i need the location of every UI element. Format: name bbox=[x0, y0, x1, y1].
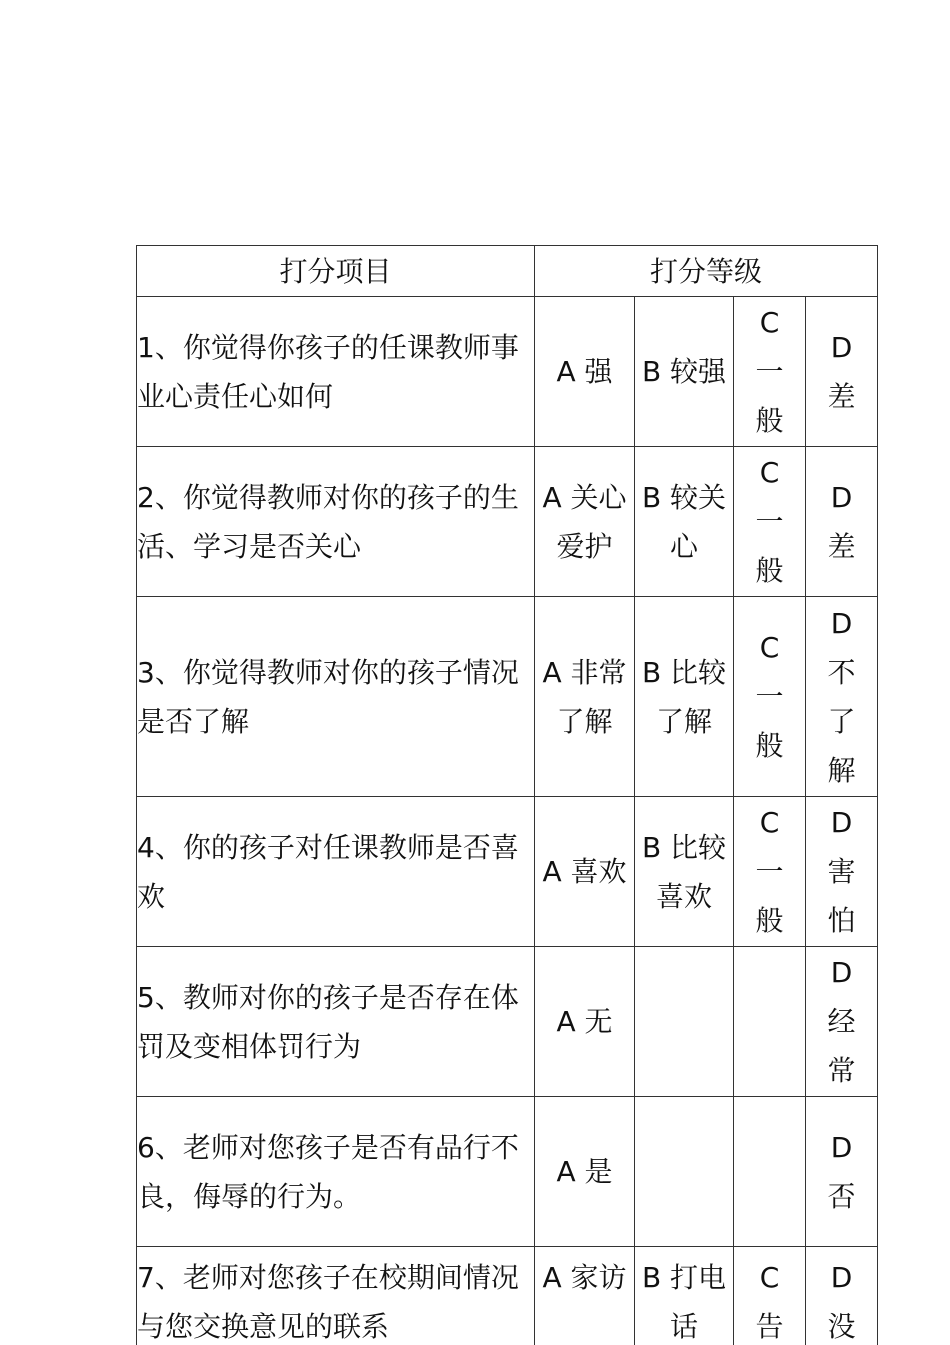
table-row bbox=[137, 1247, 878, 1345]
option-c-cell: C 告 bbox=[734, 1247, 806, 1345]
option-d-cell: D 经常 bbox=[806, 947, 878, 1097]
table-row bbox=[137, 797, 878, 947]
question-cell: 6、老师对您孩子是否有品行不良，侮辱的行为。 bbox=[137, 1097, 535, 1247]
option-c-cell: C 一般 bbox=[734, 297, 806, 447]
table-row bbox=[137, 447, 878, 597]
question-cell: 1、你觉得你孩子的任课教师事业心责任心如何 bbox=[137, 297, 535, 447]
option-a-cell: A 喜欢 bbox=[535, 797, 635, 947]
option-c-cell bbox=[734, 947, 806, 1097]
table-row bbox=[137, 597, 878, 797]
question-cell: 5、教师对你的孩子是否存在体罚及变相体罚行为 bbox=[137, 947, 535, 1097]
option-b-cell bbox=[635, 1097, 734, 1247]
table-row bbox=[137, 297, 878, 447]
option-d-cell: D 差 bbox=[806, 297, 878, 447]
option-a-cell: A 强 bbox=[535, 297, 635, 447]
option-b-cell: B 较关心 bbox=[635, 447, 734, 597]
option-d-cell: D 没 bbox=[806, 1247, 878, 1345]
option-b-cell bbox=[635, 947, 734, 1097]
table-header-row bbox=[137, 246, 878, 297]
header-grade-column: 打分等级 bbox=[535, 246, 878, 297]
option-d-cell: D 否 bbox=[806, 1097, 878, 1247]
question-cell: 4、你的孩子对任课教师是否喜欢 bbox=[137, 797, 535, 947]
option-c-cell: C 一般 bbox=[734, 797, 806, 947]
teacher-evaluation-table bbox=[136, 245, 878, 1345]
option-b-cell: B 比较喜欢 bbox=[635, 797, 734, 947]
question-cell: 3、你觉得教师对你的孩子情况是否了解 bbox=[137, 597, 535, 797]
table-row bbox=[137, 947, 878, 1097]
option-a-cell: A 家访 bbox=[535, 1247, 635, 1345]
option-a-cell: A 无 bbox=[535, 947, 635, 1097]
header-item-column: 打分项目 bbox=[137, 246, 535, 297]
option-a-cell: A 非常了解 bbox=[535, 597, 635, 797]
option-c-cell: C 一般 bbox=[734, 597, 806, 797]
option-c-cell bbox=[734, 1097, 806, 1247]
question-cell: 7、老师对您孩子在校期间情况与您交换意见的联系 bbox=[137, 1247, 535, 1345]
option-d-cell: D 害怕 bbox=[806, 797, 878, 947]
option-b-cell: B 比较了解 bbox=[635, 597, 734, 797]
option-c-cell: C 一般 bbox=[734, 447, 806, 597]
option-a-cell: A 关心爱护 bbox=[535, 447, 635, 597]
question-cell: 2、你觉得教师对你的孩子的生活、学习是否关心 bbox=[137, 447, 535, 597]
option-b-cell: B 打电话 bbox=[635, 1247, 734, 1345]
option-b-cell: B 较强 bbox=[635, 297, 734, 447]
table-row bbox=[137, 1097, 878, 1247]
option-d-cell: D 不了解 bbox=[806, 597, 878, 797]
option-d-cell: D 差 bbox=[806, 447, 878, 597]
option-a-cell: A 是 bbox=[535, 1097, 635, 1247]
